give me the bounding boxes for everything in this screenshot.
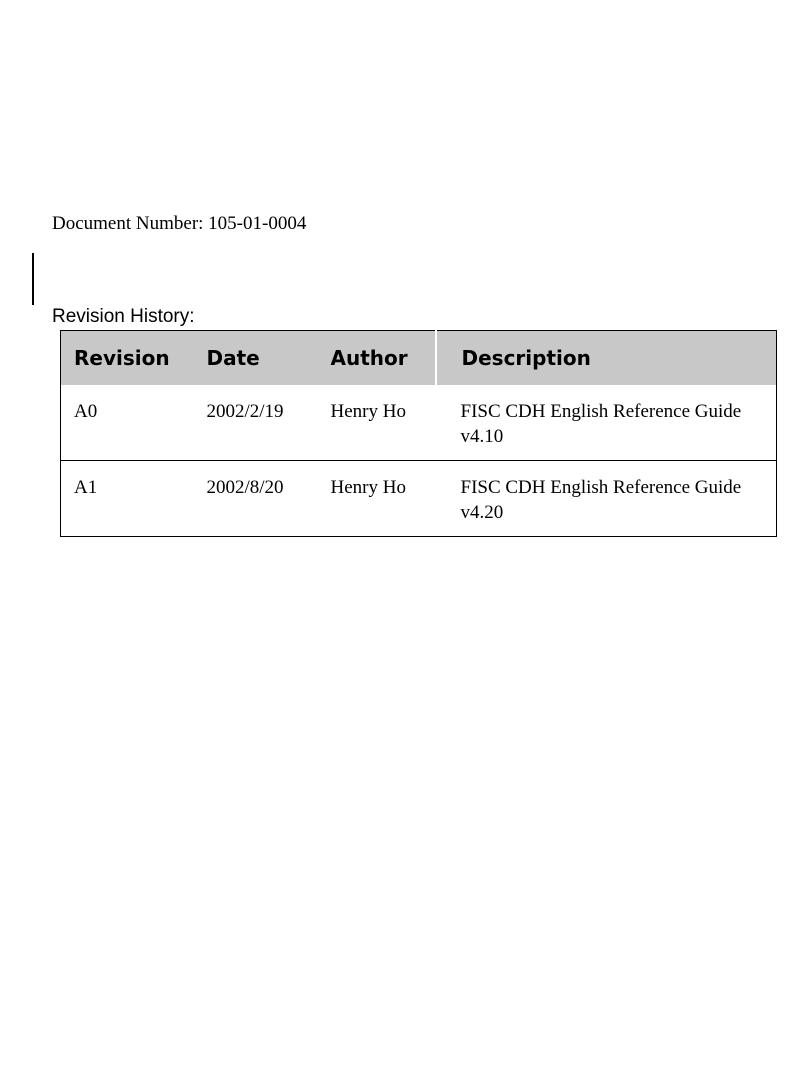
cell-description: FISC CDH English Reference Guide v4.10 <box>460 401 742 447</box>
header-description: Description <box>436 331 777 386</box>
cell-date: 2002/2/19 <box>206 401 284 422</box>
cell-author: Henry Ho <box>318 461 436 537</box>
header-author: Author <box>318 331 436 386</box>
table-row <box>61 385 777 461</box>
header-revision: Revision <box>61 331 194 386</box>
cell-description: FISC CDH English Reference Guide v4.20 <box>436 461 777 537</box>
revision-history-label: Revision History: <box>52 306 195 327</box>
document-number: Document Number: 105-01-0004 <box>52 213 307 234</box>
cell-revision: A1 <box>61 461 194 537</box>
cell-date: 2002/8/20 <box>194 461 318 537</box>
table-row <box>61 461 777 537</box>
header-date: Date <box>194 331 318 386</box>
table-header-row <box>61 331 777 386</box>
cell-author: Henry Ho <box>330 401 406 422</box>
revision-history-table <box>60 330 777 537</box>
change-bar <box>32 253 34 305</box>
cell-revision: A0 <box>74 401 98 422</box>
